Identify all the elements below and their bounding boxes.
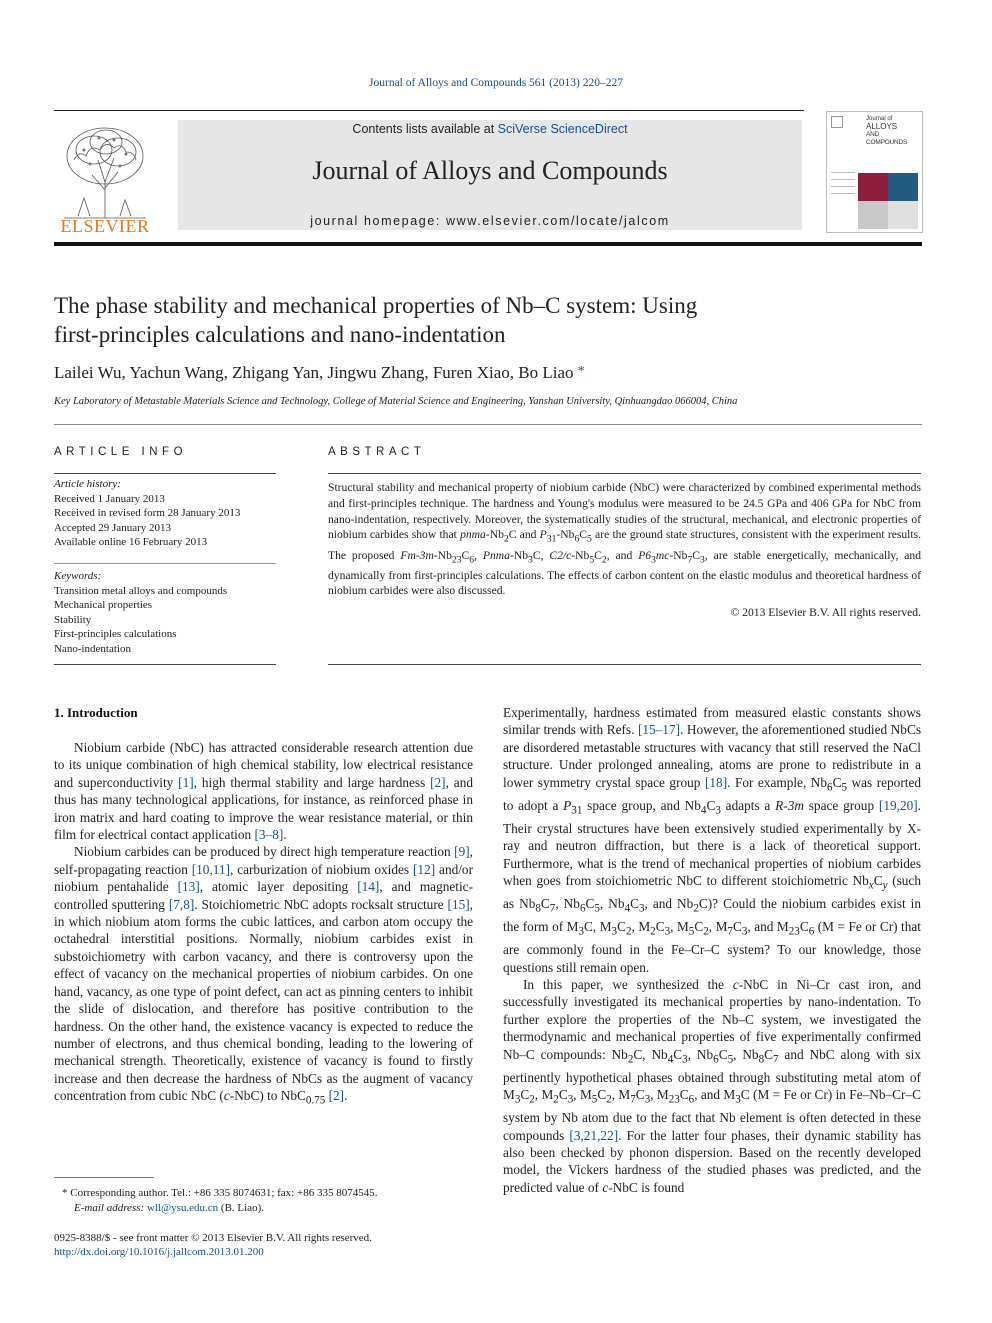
header-rule bbox=[54, 110, 804, 111]
email-suffix: (B. Liao). bbox=[218, 1202, 264, 1214]
intro-paragraph-3: Experimentally, hardness estimated from measured elastic constants shows similar trends with Refs. [15–17]. However, the aforementioned studied NbCs are disordered metastable structures with vacancy that still reserved the NaCl structure. Under prolonged annealing, atoms are prone to redistribute in a lower symmetry crystal space group [18]. For example, $Nb_6C_5$ was reported to adopt a $P_{31}$ space group, and $Nb_4C_3$ adapts a R-3m space group [19,20]. Their crystal structures have been extensively studied experimentally by X-ray and neutron diffraction, but there is a lack of theoretical support. Furthermore, what is the trend of mechanical properties of niobium carbides when goes from stoichiometric NbC to different stoichiometric $Nb_xC_y$ (such as $Nb_8C_7$, $Nb_6C_5$, $Nb_4C_3$, and $Nb_2C$)? Could the niobium carbides exist in the form of $M_3C$, $M_3C_2$, $M_2C_3$, $M_5C_2$, $M_7C_3$, and $M_{23}C_6$ (M = Fe or Cr) that are commonly found in the Fe–Cr–C system? To our knowledge, those questions still remain open. bbox=[503, 705, 922, 975]
history-revised: Received in revised form 28 January 2013 bbox=[54, 507, 241, 519]
history-label: Article history: bbox=[54, 478, 121, 490]
abstract-bottom-rule bbox=[328, 664, 921, 665]
keywords-rule bbox=[54, 563, 276, 564]
cover-block-grey2 bbox=[888, 201, 918, 229]
citation-link[interactable]: [7,8] bbox=[168, 896, 195, 912]
citation-link[interactable]: [2] bbox=[430, 774, 446, 790]
intro-paragraph-2: Niobium carbides can be produced by direct high temperature reaction [9], self-propagating reaction [10,11], carburization of niobium oxides [12] and/or niobium pentahalide [13], atomic layer depositing [14], and magnetic-controlled sputtering [7,8]. Stoichiometric NbC adopts rocksalt structure [15], in which niobium atom forms the cubic lattices, and carbon atom occupy the octahedral interstitial positions. Normally, niobium carbides exist in substoichiometry with carbon vacancy, and there is controversy upon the effect of vacancy on the mechanical properties of niobium carbides. On one hand, vacancy, as one type of point defect, can act as pinning centers to inhibit the slide of dislocation, and therefore has positive contribution to the hardness. On the other hand, the existence vacancy is expected to reduce the number of electrons, and thus chemical bonding, leading to the lowering of mechanical strength. Theoretically, existence of vacancy is found to firstly increase and then decrease the hardness of NbCs as the augment of vacancy concentration from cubic NbC (c-NbC) to NbC$_{0.75}$ [2]. bbox=[54, 844, 474, 1107]
journal-homepage[interactable]: journal homepage: www.elsevier.com/locate/jalcom bbox=[310, 214, 670, 228]
journal-title: Journal of Alloys and Compounds bbox=[312, 156, 668, 185]
footnote-corresponding bbox=[62, 1186, 482, 1201]
cover-block-crimson bbox=[858, 173, 888, 201]
footnote-rule bbox=[54, 1177, 154, 1178]
abstract-heading: ABSTRACT bbox=[328, 446, 426, 458]
article-title bbox=[54, 291, 914, 349]
citation-link[interactable]: [10,11] bbox=[191, 861, 230, 877]
keyword-item: Mechanical properties bbox=[54, 599, 153, 611]
article-title-line2: first-principles calculations and nano-indentation bbox=[54, 322, 506, 347]
sciencedirect-link[interactable]: SciVerse ScienceDirect bbox=[497, 122, 628, 136]
footnote-mark: * bbox=[62, 1187, 68, 1199]
intro-paragraph-4: In this paper, we synthesized the c-NbC in Ni–Cr cast iron, and successfully investigated its mechanical properties by nano-indentation. To further explore the properties of the Nb–C system, we investigated the thermodynamic and mechanical properties of five experimentally confirmed Nb–C compounds: $Nb_2C$, $Nb_4C_3$, $Nb_6C_5$, $Nb_8C_7$ and NbC along with six pertinently hypothetical phases obtained through substituting metal atom of $M_3C_2$, $M_2C_3$, $M_5C_2$, $M_7C_3$, $M_{23}C_6$, and $M_3C$ (M = Fe or Cr) in Fe–Nb–Cr–C system by Nb atom due to the fact that Nb element is often detected in these compounds [3,21,22]. For the latter four phases, their dynamic stability has also been checked by phonon dispersion. Based on the recently developed model, the Vickers hardness of the studied phases was predicted, and the predicted value of c-NbC is found bbox=[503, 976, 922, 1195]
citation-link[interactable]: [3,21,22] bbox=[569, 1127, 619, 1143]
article-info-rule bbox=[54, 473, 276, 474]
citation-link[interactable]: [19,20] bbox=[878, 797, 918, 813]
journal-banner bbox=[178, 120, 802, 230]
email-link[interactable]: wll@ysu.edu.cn bbox=[146, 1202, 219, 1214]
authors-text: Lailei Wu, Yachun Wang, Zhigang Yan, Jingwu Zhang, Furen Xiao, Bo Liao bbox=[54, 363, 574, 382]
citation-link[interactable]: [1] bbox=[178, 774, 194, 790]
abstract-rule bbox=[328, 473, 921, 474]
running-header[interactable]: Journal of Alloys and Compounds 561 (2013) 220–227 bbox=[369, 77, 623, 89]
citation-link[interactable]: [2] bbox=[328, 1088, 345, 1104]
contents-line bbox=[178, 122, 802, 136]
affiliation: Key Laboratory of Metastable Materials Science and Technology, College of Material Science and Engineering, Yanshan University, Qinhuangdao 066004, China bbox=[54, 396, 738, 407]
cover-small-logo-icon bbox=[831, 116, 843, 128]
cover-line2: ALLOYS bbox=[866, 122, 898, 131]
cover-line1: Journal of bbox=[866, 116, 893, 122]
article-info-heading: ARTICLE INFO bbox=[54, 446, 188, 458]
issn-line: 0925-8388/$ - see front matter © 2013 Elsevier B.V. All rights reserved. bbox=[54, 1232, 372, 1244]
keyword-item: Transition metal alloys and compounds bbox=[54, 584, 228, 597]
citation-link[interactable]: [18] bbox=[704, 774, 728, 790]
keywords-label: Keywords: bbox=[54, 570, 102, 582]
masthead-rule bbox=[54, 242, 922, 246]
history-online: Available online 16 February 2013 bbox=[54, 536, 208, 548]
citation-link[interactable]: [15] bbox=[447, 896, 470, 912]
history-received: Received 1 January 2013 bbox=[54, 492, 165, 505]
right-column-body bbox=[503, 704, 921, 1196]
email-label: E-mail address: bbox=[74, 1202, 147, 1214]
doi-anchor[interactable]: http://dx.doi.org/10.1016/j.jallcom.2013.01.200 bbox=[54, 1246, 264, 1258]
cover-block-grey1 bbox=[858, 201, 888, 229]
section-heading-introduction: 1. Introduction bbox=[54, 705, 138, 720]
footnote-email bbox=[74, 1201, 484, 1216]
article-title-line1: The phase stability and mechanical properties of Nb–C system: Using bbox=[54, 293, 698, 318]
citation-link[interactable]: [9] bbox=[454, 844, 470, 860]
cover-block-blue bbox=[888, 173, 918, 201]
elsevier-tree-icon bbox=[54, 120, 156, 220]
elsevier-wordmark: ELSEVIER bbox=[60, 216, 150, 236]
left-column-body bbox=[54, 739, 473, 1110]
cover-title bbox=[866, 115, 918, 147]
citation-link[interactable]: [12] bbox=[413, 861, 436, 877]
keyword-item: Stability bbox=[54, 613, 92, 626]
footnote-contact: Corresponding author. Tel.: +86 335 8074631; fax: +86 335 8074545. bbox=[70, 1187, 378, 1199]
intro-paragraph-1: Niobium carbide (NbC) has attracted considerable research attention due to its unique combination of high chemical stability, low electrical resistance and superconductivity [1], high thermal stability and large hardness [2], and thus has many technological applications, for instance, as reinforced phase in iron matrix and hard coating to improve the wear resistance material, or thin film for electrical contact application [3–8]. bbox=[54, 740, 473, 843]
contents-prefix: Contents lists available at bbox=[352, 122, 498, 136]
abstract-text: Structural stability and mechanical property of niobium carbide (NbC) were characterized by combined experimental methods and first-principles technique. The hardness and Young's modulus were measured to be 24.5 GPa and 406 GPa for NbC from nano-indentation, respectively. Moreover, the systematically studies of the structural, mechanical, and electronic properties of niobium carbides show that pnma-$Nb_2C$ and $P_{31}-Nb_6C_5$ are the ground state structures, consistent with the experiment results. The proposed $Fm-3m-Nb_{23}C_6$, Pnma-$Nb_3C$, $C2/c-Nb_5C_2$, and $P6_3mc-Nb_7C_3$, are stable energetically, mechanically, and dynamically from first-principles calculations. The effects of carbon content on the elastic modulus and theoretical hardness of niobium carbides were also discussed. bbox=[328, 481, 922, 598]
doi-link[interactable] bbox=[54, 1245, 484, 1260]
author-list bbox=[54, 363, 585, 383]
keywords-block bbox=[54, 569, 276, 656]
cover-line3: AND COMPOUNDS bbox=[866, 131, 908, 146]
corresponding-author-mark[interactable]: * bbox=[577, 364, 585, 379]
abstract-copyright: © 2013 Elsevier B.V. All rights reserved. bbox=[730, 606, 921, 619]
affiliation-rule bbox=[54, 424, 922, 425]
keyword-item: Nano-indentation bbox=[54, 642, 131, 655]
citation-link[interactable]: [13] bbox=[177, 879, 200, 895]
keyword-item: First-principles calculations bbox=[54, 628, 177, 640]
elsevier-logo bbox=[54, 120, 156, 236]
article-info-bottom-rule bbox=[54, 664, 276, 665]
history-accepted: Accepted 29 January 2013 bbox=[54, 521, 171, 534]
citation-link[interactable]: [15–17] bbox=[637, 722, 681, 738]
article-history bbox=[54, 477, 276, 550]
citation-link[interactable]: [14] bbox=[357, 879, 380, 895]
citation-link[interactable]: [3–8] bbox=[254, 827, 284, 843]
journal-cover-thumbnail[interactable] bbox=[826, 111, 923, 233]
cover-text-lines bbox=[831, 166, 855, 226]
